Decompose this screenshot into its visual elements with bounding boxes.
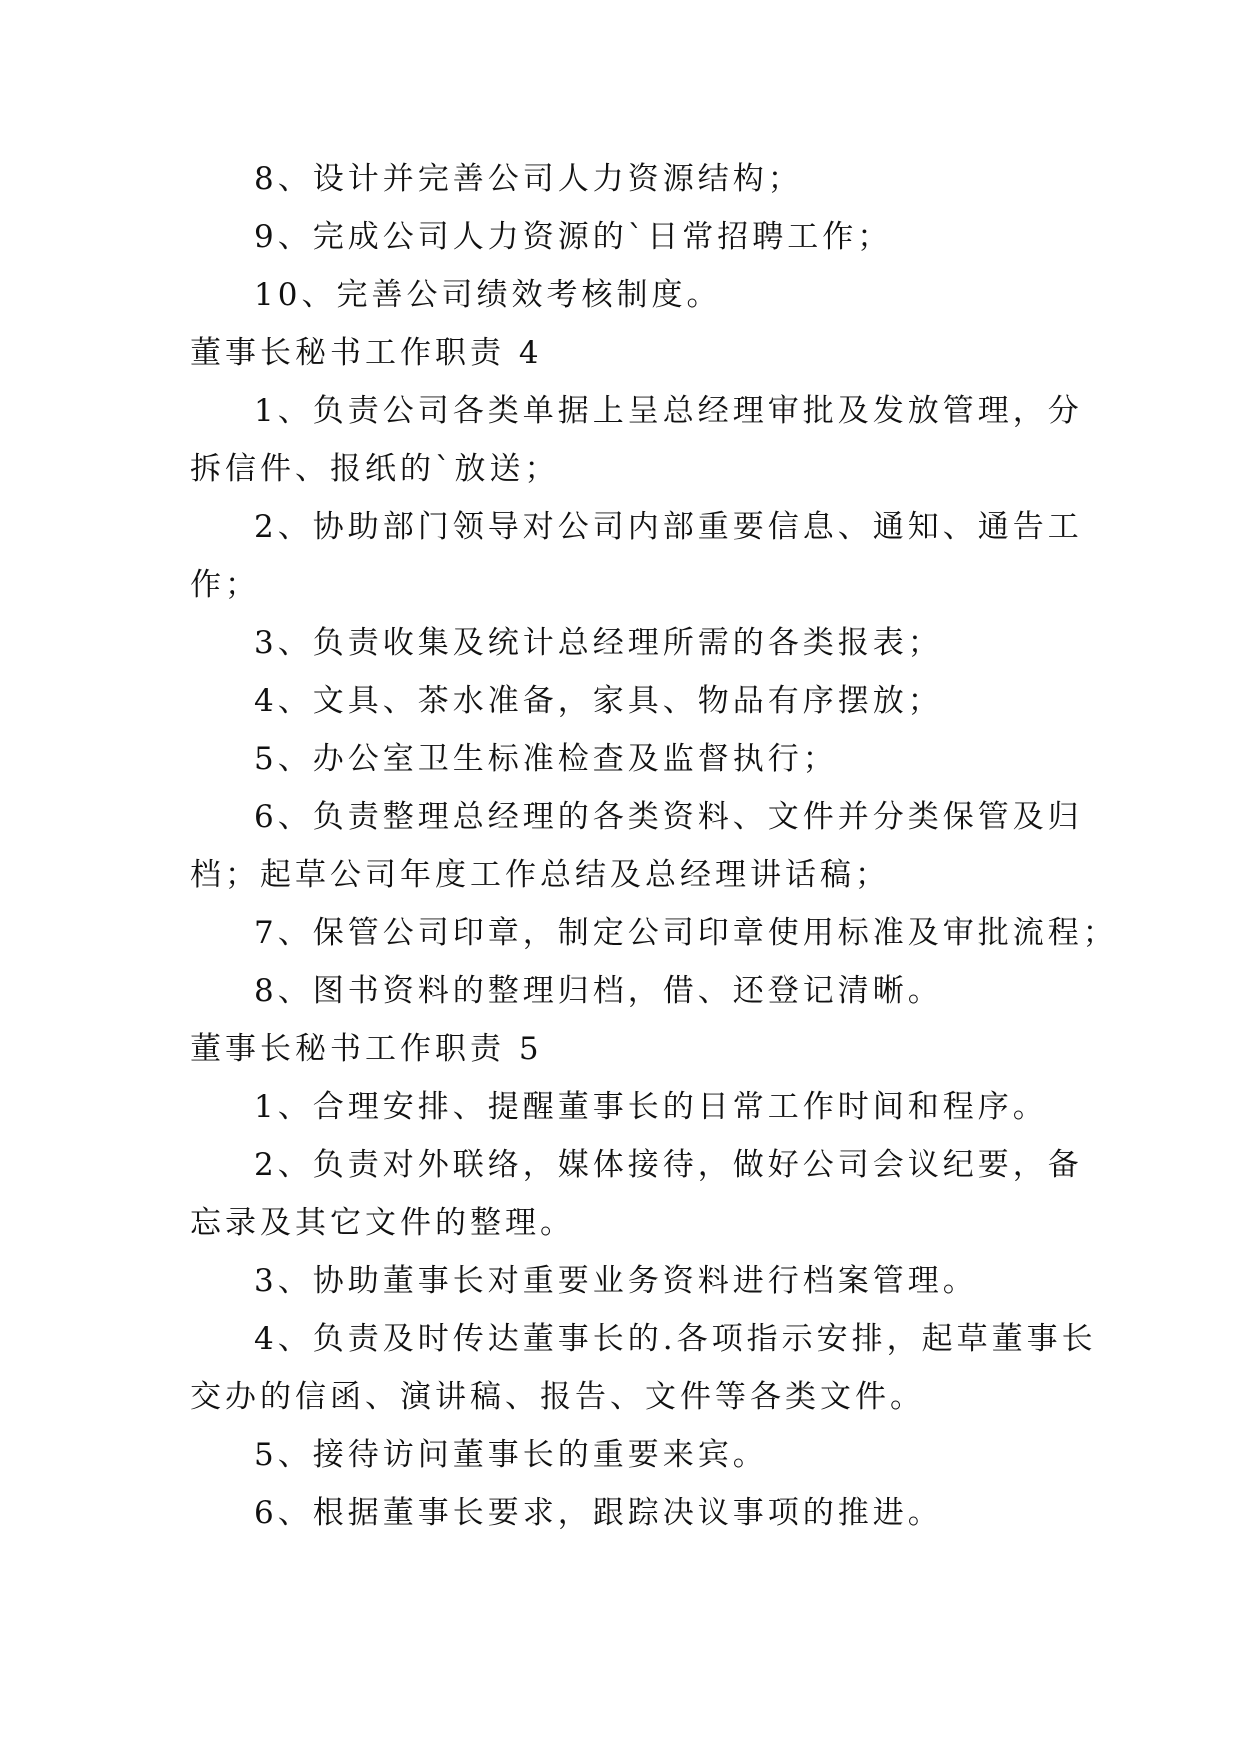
list-item: 1、合理安排、提醒董事长的日常工作时间和程序。 [254,1089,1048,1125]
list-item: 9、完成公司人力资源的`日常招聘工作； [254,219,893,255]
list-item: 4、文具、茶水准备，家具、物品有序摆放； [254,683,943,719]
list-item: 8、设计并完善公司人力资源结构； [254,161,803,197]
list-item: 5、接待访问董事长的重要来宾。 [254,1437,768,1473]
list-item: 10、完善公司绩效考核制度。 [254,277,722,313]
section-heading: 董事长秘书工作职责 4 [190,335,543,371]
list-item: 2、负责对外联络，媒体接待，做好公司会议纪要，备 [254,1147,1083,1183]
list-item: 4、负责及时传达董事长的.各项指示安排，起草董事长 [254,1321,1097,1357]
list-item: 5、办公室卫生标准检查及监督执行； [254,741,838,777]
section-heading: 董事长秘书工作职责 5 [190,1031,543,1067]
list-item: 3、协助董事长对重要业务资料进行档案管理。 [254,1263,978,1299]
list-item-continuation: 忘录及其它文件的整理。 [190,1205,575,1241]
list-item: 8、图书资料的整理归档，借、还登记清晰。 [254,973,943,1009]
list-item-continuation: 作； [190,567,260,603]
list-item: 6、负责整理总经理的各类资料、文件并分类保管及归 [254,799,1083,835]
document-body [190,150,1118,1542]
list-item-continuation: 拆信件、报纸的`放送； [190,451,560,487]
list-item-continuation: 交办的信函、演讲稿、报告、文件等各类文件。 [190,1379,925,1415]
list-item: 7、保管公司印章，制定公司印章使用标准及审批流程； [254,915,1118,951]
list-item: 6、根据董事长要求，跟踪决议事项的推进。 [254,1495,943,1531]
list-item: 3、负责收集及统计总经理所需的各类报表； [254,625,943,661]
list-item-continuation: 档；起草公司年度工作总结及总经理讲话稿； [190,857,890,893]
list-item: 2、协助部门领导对公司内部重要信息、通知、通告工 [254,509,1083,545]
list-item: 1、负责公司各类单据上呈总经理审批及发放管理，分 [254,393,1083,429]
